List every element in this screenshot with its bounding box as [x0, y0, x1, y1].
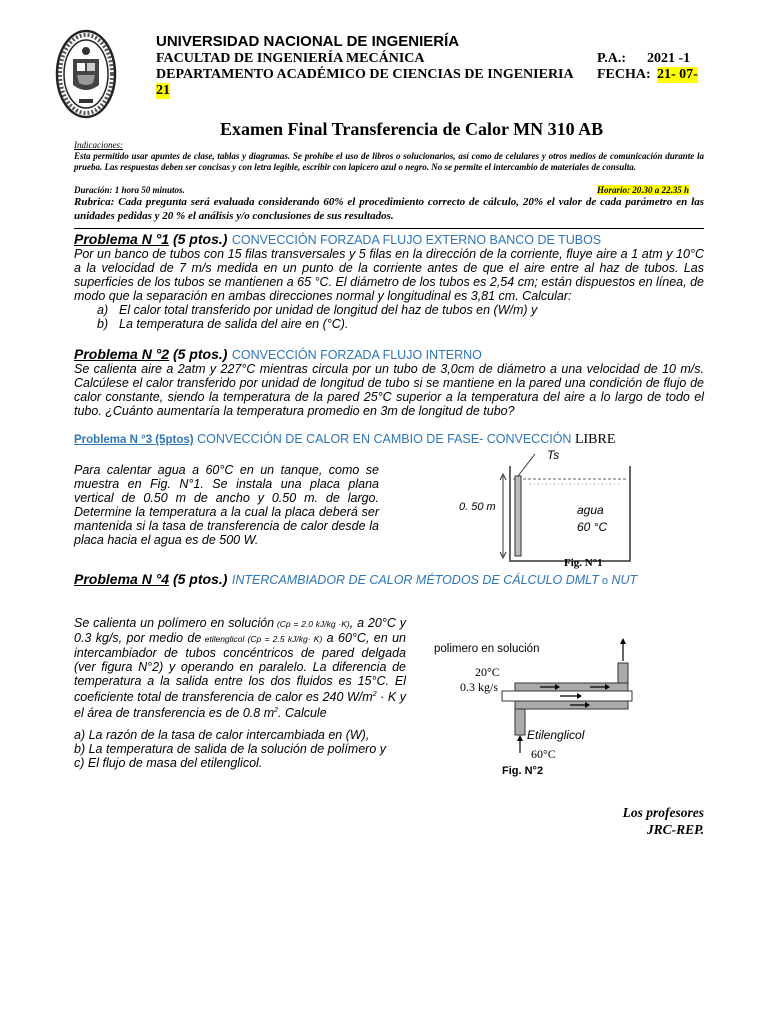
problem-1-item-b [97, 317, 348, 331]
date-label: FECHA: [597, 67, 651, 82]
problem-3-topic-tail: LIBRE [571, 432, 616, 447]
problem-4-item-c: c) El flujo de masa del etilenglicol. [74, 756, 263, 770]
item-b-text: La temperatura de salida del aire en (°C). [119, 317, 349, 331]
university-seal [55, 29, 117, 119]
problem-4-text-c: a 60°C, en un intercambiador de tubos concéntricos de pared delgada (ver figura N°2) y operando en paralelo. La diferencia de temperatura a la salida entre los dos fluidos es 15°C. El coeficiente total de transferencia de calor es 240 W/m [74, 631, 406, 705]
rubric-text: Rubrica: Cada pregunta será evaluada considerando 60% el procedimiento correcto de cálculo, 20% el valor de cada parámetro en las unidades pedidas y 20 % el análisis y/o conclusiones de sus resultados. [74, 196, 704, 222]
item-b-mark: b) [97, 317, 109, 331]
figure-2-mass-flow: 0.3 kg/s [460, 680, 499, 694]
problem-2-label: Problema N °2 [74, 346, 170, 362]
problem-2-points: (5 ptos.) [169, 346, 228, 362]
pa-value: 2021 -1 [647, 51, 691, 66]
problem-4-text-d: · K y el área de transferencia es de 0.8 m [74, 690, 406, 721]
indications-label: Indicaciones: [74, 140, 123, 150]
problem-4-label: Problema N °4 [74, 571, 170, 587]
problem-1-text: Por un banco de tubos con 15 filas transversales y 5 filas en la dirección de la corriente, fluye aire a 1 atm y 10°C a la velocidad de 7 m/s medida en un punto de la corriente antes de que el aire entre al haz de tubos. Las superficies de los tubos se mantienen a 65 °C. El diámetro de los tubos es 2,54 cm; están dispuestos en línea, de modo que la separación en ambas direcciones normal y longitudinal es 3,81 cm. Calcular: [74, 247, 704, 303]
university-name: UNIVERSIDAD NACIONAL DE INGENIERÍA [156, 33, 460, 50]
pa-label: P.A.: [597, 51, 627, 66]
figure-1-caption: Fig. N°1 [564, 557, 603, 569]
problem-1-topic: CONVECCIÓN FORZADA FLUJO EXTERNO BANCO DE TUBOS [231, 233, 602, 247]
problem-2-text: Se calienta aire a 2atm y 227°C mientras circula por un tubo de 3,0cm de diámetro a una velocidad de 10 m/s. Calcúlese el calor transferido por unidad de longitud de tubo si se mantiene en la pared una condición de flujo de calor constante, siendo la temperatura de la pared 25°C superior a la temperatura del aire a lo largo de todo el tubo. ¿Cuánto aumentaría la temperatura promedio en 3m de longitud de tubo? [74, 362, 704, 418]
problem-2-topic: CONVECCIÓN FORZADA FLUJO INTERNO [231, 348, 482, 362]
signature-line-2: JRC-REP. [646, 822, 704, 837]
problem-3-label: Problema N °3 (5ptos) [74, 434, 194, 446]
exam-title: Examen Final Transferencia de Calor MN 310 AB [220, 119, 604, 139]
problem-4-item-b: b) La temperatura de salida de la solución de polímero y [74, 742, 386, 756]
problem-4-text-a: Se calienta un polímero en solución [74, 616, 275, 630]
figure-1-temp-label: 60 °C [577, 520, 608, 534]
problem-4-text [74, 616, 406, 720]
problem-3-text: Para calentar agua a 60°C en un tanque, como se muestra en Fig. N°1. Se instala una placa plana vertical de 0.50 m de ancho y 0.50 m. de largo. Determine la temperatura a la cual la placa deberá ser mantenida si la tasa de transferencia de calor desde la placa hacia el agua es de 500 W. [74, 463, 379, 547]
figure-2-temp-2: 60°C [531, 747, 556, 761]
problem-4-item-a: a) La razón de la tasa de calor intercambiada en (W), [74, 728, 370, 742]
signature-line-1: Los profesores [622, 805, 704, 820]
problem-4-topic-nut: NUT [608, 573, 638, 587]
problem-4-points: (5 ptos.) [169, 571, 228, 587]
problem-1-points: (5 ptos.) [169, 231, 228, 247]
figure-1 [455, 446, 645, 566]
item-a-mark: a) [97, 303, 109, 317]
problem-3-topic: CONVECCIÓN DE CALOR EN CAMBIO DE FASE- CONVECCIÓN [193, 432, 572, 446]
problem-4-heading [74, 571, 637, 589]
problem-4-etil: etilenglicol (Cp = 2.5 kJ/kg· K) [201, 634, 323, 644]
problem-1-label: Problema N °1 [74, 231, 170, 247]
problem-1-item-a [97, 303, 537, 317]
problem-4-text-b: , a 20°C y 0.3 kg/s, por medio de [74, 616, 406, 645]
problem-4-text-e: . Calcule [278, 706, 327, 721]
duration-text: Duración: 1 hora 50 minutos. [74, 185, 185, 195]
section-divider [74, 228, 704, 229]
indications-text: Esta permitido usar apuntes de clase, tablas y diagramas. Se prohíbe el uso de libros o solucionarios, así como de celulares y otros medios de comunicación durante la prueba. Las respuestas deben ser concisas y con letra legible, escribir con lapicero azul o negro. No se permite el intercambio de materiales de consulta. [74, 151, 704, 172]
figure-2 [430, 635, 640, 765]
problem-4-topic: INTERCAMBIADOR DE CALOR MÉTODOS DE CÁLCULO DMLT [231, 573, 599, 587]
figure-2-temp-1: 20°C [475, 665, 500, 679]
figure-2-caption: Fig. N°2 [502, 765, 544, 777]
figure-1-height-label: 0. 50 m [459, 501, 496, 513]
faculty-name: FACULTAD DE INGENIERÍA MECÁNICA [156, 51, 425, 66]
date-value: 21- 07- [657, 67, 698, 82]
schedule-text: Horario: 20.30 a 22.35 h [597, 185, 690, 195]
figure-2-ethylene-label: Etilenglicol [527, 728, 585, 742]
figure-2-polymer-label: polimero en solución [434, 643, 540, 655]
figure-1-water-label: agua [577, 503, 604, 517]
problem-4-sup-2: 2 [274, 707, 279, 715]
problem-4-sup-1: 2 [372, 691, 377, 698]
problem-4-cp1: (Cp = 2.0 kJ/kg ·K) [274, 619, 350, 629]
figure-1-ts-label: Ts [547, 448, 560, 462]
date-value-continued: 21 [156, 83, 170, 98]
item-a-text: El calor total transferido por unidad de longitud del haz de tubos en (W/m) y [119, 303, 538, 317]
problem-4-topic-o: o [598, 575, 609, 587]
department-name: DEPARTAMENTO ACADÉMICO DE CIENCIAS DE INGENIERIA [156, 67, 574, 82]
